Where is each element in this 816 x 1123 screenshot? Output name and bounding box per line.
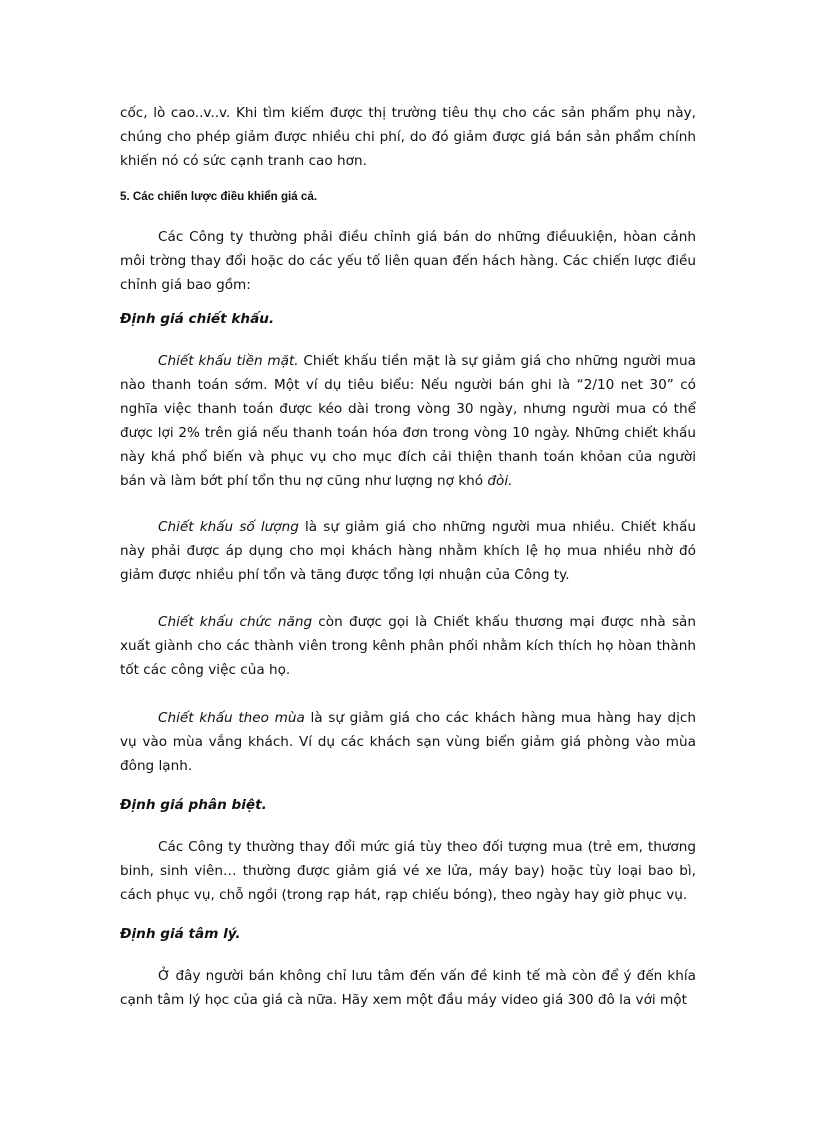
- quantity-discount-paragraph: [120, 515, 696, 587]
- functional-discount-paragraph: [120, 610, 696, 682]
- seasonal-discount-term: Chiết khấu theo mùa: [158, 710, 305, 726]
- discriminatory-pricing-paragraph: Các Công ty thường thay đổi mức giá tùy theo đối tượng mua (trẻ em, thương binh, sinh viên… thường được giảm giá vé xe lửa, máy bay) hoặc tùy loại bao bì, cách phục vụ, chỗ ngồi (trong rạp hát, rạp chiếu bóng), theo ngày hay giờ phục vụ.: [120, 839, 696, 903]
- quantity-discount-term: Chiết khấu số lượng: [158, 519, 299, 535]
- functional-discount-text: còn được gọi là Chiết khấu thương mại được nhà sản xuất giành cho các thành viên trong kênh phân phối nhằm kích thích họ hòan thành tốt các công việc của họ.: [120, 614, 696, 678]
- functional-discount-term: Chiết khấu chức năng: [158, 614, 313, 630]
- cash-discount-term: Chiết khấu tiền mặt.: [158, 353, 299, 369]
- seasonal-discount-paragraph: [120, 706, 696, 778]
- section-5-heading: 5. Các chiến lược điều khiển giá cả.: [120, 190, 318, 203]
- section-5-intro-paragraph: Các Công ty thường phải điều chỉnh giá bán do những điềuukiện, hòan cảnh môi trờng thay đổi hoặc do các yếu tố liên quan đến hách hàng. Các chiến lược điều chỉnh giá bao gồm:: [120, 229, 696, 293]
- heading-discriminatory-pricing: Định giá phân biệt.: [120, 797, 267, 813]
- document-body: [120, 101, 696, 1012]
- quantity-discount-text: là sự giảm giá cho những người mua nhiều. Chiết khấu này phải được áp dụng cho mọi khách hàng nhằm khích lệ họ mua nhiều nhờ đó giảm được nhiều phí tổn và tăng được tổng lợi nhuận của Công ty.: [120, 519, 696, 583]
- heading-psychological-pricing: Định giá tâm lý.: [120, 926, 241, 942]
- cash-discount-paragraph: [120, 349, 696, 493]
- heading-discount-pricing: Định giá chiết khấu.: [120, 311, 275, 327]
- cash-discount-term-end: đòi.: [487, 473, 513, 489]
- intro-paragraph: cốc, lò cao..v..v. Khi tìm kiếm được thị trường tiêu thụ cho các sản phẩm phụ này, chúng cho phép giảm được nhiều chi phí, do đó giảm được giá bán sản phẩm chính khiến nó có sức cạnh tranh cao hơn.: [120, 105, 696, 169]
- seasonal-discount-text: là sự giảm giá cho các khách hàng mua hàng hay dịch vụ vào mùa vắng khách. Ví dụ các khách sạn vùng biển giảm giá phòng vào mùa đông lạnh.: [120, 710, 696, 774]
- cash-discount-text: Chiết khấu tiền mặt là sự giảm giá cho những người mua nào thanh toán sớm. Một ví dụ tiêu biểu: Nếu người bán ghi là “2/10 net 30” có nghĩa việc thanh toán được kéo dài trong vòng 30 ngày, nhưng người mua có thể được lợi 2% trên giá nếu thanh toán hóa đơn trong vòng 10 ngày. Những chiết khấu này khá phổ biến và phục vụ cho mục đích cải thiện thanh toán khỏan của người bán và làm bớt phí tổn thu nợ cũng như lượng nợ khó: [120, 353, 696, 489]
- psychological-pricing-paragraph: Ở đây người bán không chỉ lưu tâm đến vấn đề kinh tế mà còn để ý đến khía cạnh tâm lý học của giá cà nữa. Hãy xem một đầu máy video giá 300 đô la với một: [120, 968, 696, 1008]
